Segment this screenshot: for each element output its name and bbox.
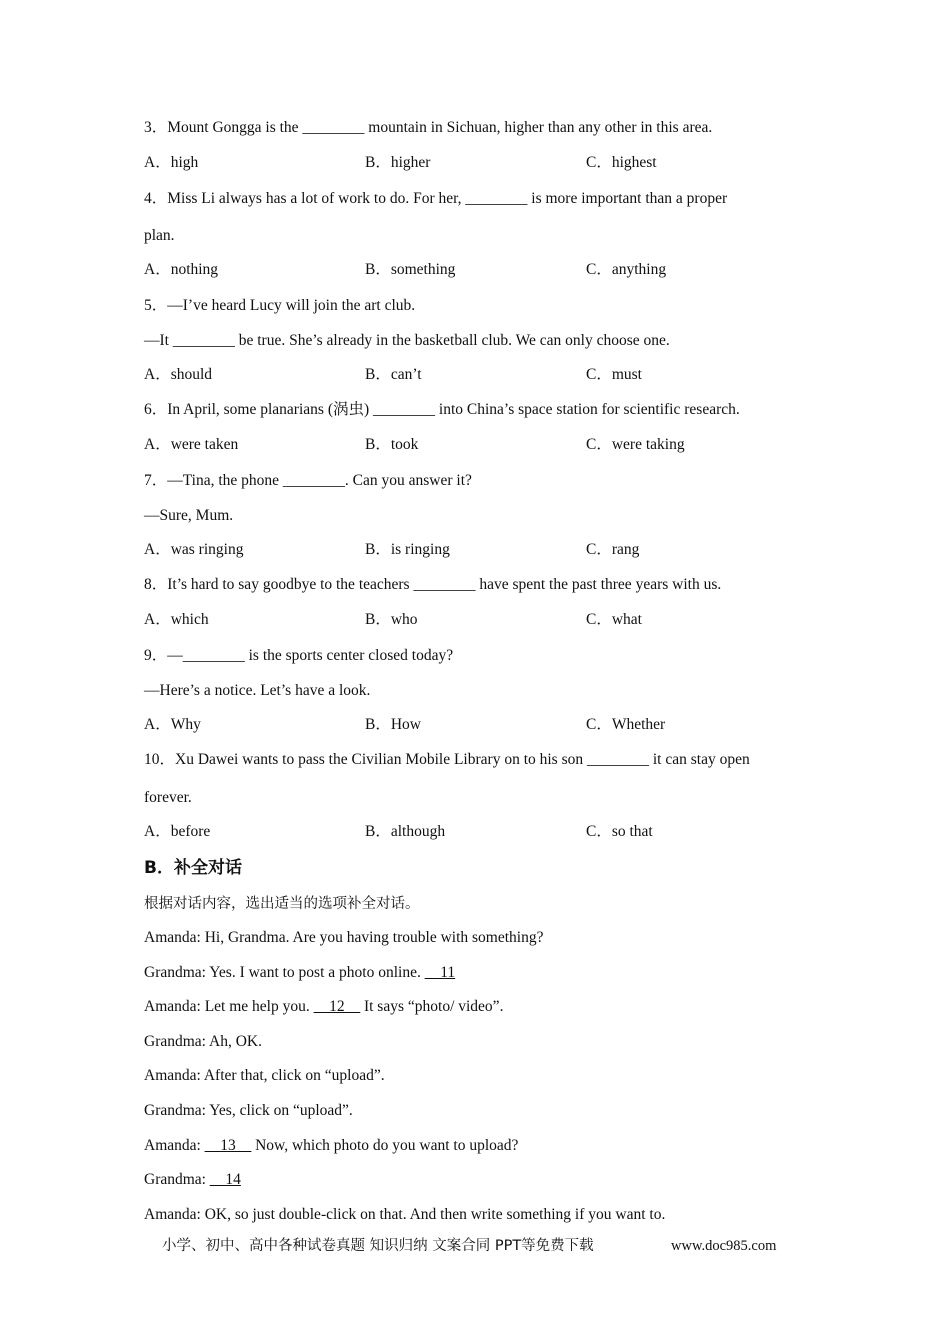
blank-14: __14	[209, 1171, 241, 1188]
question-7-option-a: A．was ringing	[144, 541, 244, 558]
question-4-stem-cont: plan.	[144, 227, 175, 244]
question-3-option-a: A．high	[144, 154, 199, 171]
question-6-stem: 6．In April, some planarians (涡虫) ________ into China’s space station for scientific research.	[144, 401, 740, 418]
dialogue-text: It says “photo/ video”.	[360, 998, 504, 1015]
dialogue-text: Amanda: Hi, Grandma. Are you having trouble with something?	[144, 929, 544, 946]
question-9-option-c: C．Whether	[586, 716, 666, 733]
question-8-option-a: A．which	[144, 611, 209, 628]
section-b-title: B．补全对话	[144, 858, 242, 878]
dialogue-line	[144, 1205, 665, 1225]
question-10-stem-cont: forever.	[144, 789, 192, 806]
question-4-option-c: C．anything	[586, 261, 667, 278]
dialogue-text: Grandma: Yes. I want to post a photo online.	[144, 964, 425, 981]
dialogue-line	[144, 1101, 353, 1121]
question-7-stem: 7．—Tina, the phone ________. Can you answer it?	[144, 472, 472, 489]
question-7-stem-cont: —Sure, Mum.	[144, 507, 234, 524]
blank-13: __13__	[204, 1137, 252, 1154]
dialogue-line	[144, 1032, 262, 1052]
question-3-stem: 3．Mount Gongga is the ________ mountain in Sichuan, higher than any other in this area.	[144, 119, 713, 136]
question-3-option-b: B．higher	[365, 154, 431, 171]
dialogue-text: Grandma:	[144, 1171, 210, 1188]
question-9-stem: 9．—________ is the sports center closed today?	[144, 647, 454, 664]
dialogue-text: Amanda: After that, click on “upload”.	[144, 1067, 385, 1084]
question-7-option-c: C．rang	[586, 541, 640, 558]
footer-url[interactable]: www.doc985.com	[671, 1238, 777, 1254]
dialogue-line	[144, 928, 543, 948]
question-7-option-b: B．is ringing	[365, 541, 450, 558]
question-3-option-c: C．highest	[586, 154, 657, 171]
question-10-option-b: B．although	[365, 823, 446, 840]
question-10-stem: 10．Xu Dawei wants to pass the Civilian Mobile Library on to his son ________ it can stay open	[144, 751, 750, 768]
dialogue-text: Amanda:	[144, 1137, 205, 1154]
dialogue-text: Grandma: Ah, OK.	[144, 1033, 262, 1050]
question-4-option-b: B．something	[365, 261, 456, 278]
dialogue-text: Amanda: OK, so just double-click on that. And then write something if you want to.	[144, 1206, 666, 1223]
question-5-option-c: C．must	[586, 366, 642, 383]
dialogue-line	[144, 1170, 241, 1190]
dialogue-line	[144, 997, 503, 1017]
dialogue-line	[144, 963, 455, 983]
question-4-option-a: A．nothing	[144, 261, 219, 278]
blank-11: __11	[424, 964, 456, 981]
dialogue-text: Amanda: Let me help you.	[144, 998, 314, 1015]
question-10-option-c: C．so that	[586, 823, 653, 840]
dialogue-text: Now, which photo do you want to upload?	[251, 1137, 519, 1154]
question-8-stem: 8．It’s hard to say goodbye to the teachers ________ have spent the past three years with us.	[144, 576, 722, 593]
blank-12: __12__	[313, 998, 361, 1015]
footer-text: 小学、初中、高中各种试卷真题 知识归纳 文案合同 PPT等免费下载	[162, 1238, 594, 1254]
question-4-stem: 4．Miss Li always has a lot of work to do. For her, ________ is more important than a proper	[144, 190, 728, 207]
dialogue-line	[144, 1066, 385, 1086]
question-5-option-b: B．can’t	[365, 366, 422, 383]
question-5-stem: 5．—I’ve heard Lucy will join the art club.	[144, 297, 416, 314]
question-6-option-b: B．took	[365, 436, 419, 453]
question-9-option-b: B．How	[365, 716, 421, 733]
question-6-option-a: A．were taken	[144, 436, 239, 453]
question-10-option-a: A．before	[144, 823, 211, 840]
question-6-option-c: C．were taking	[586, 436, 685, 453]
question-8-option-b: B．who	[365, 611, 418, 628]
question-8-option-c: C．what	[586, 611, 642, 628]
dialogue-text: Grandma: Yes, click on “upload”.	[144, 1102, 353, 1119]
dialogue-line	[144, 1136, 518, 1156]
question-9-option-a: A．Why	[144, 716, 201, 733]
question-5-option-a: A．should	[144, 366, 213, 383]
section-b-instruction: 根据对话内容，选出适当的选项补全对话。	[144, 896, 420, 912]
question-9-stem-cont: —Here’s a notice. Let’s have a look.	[144, 682, 371, 699]
question-5-stem-cont: —It ________ be true. She’s already in the basketball club. We can only choose one.	[144, 332, 670, 349]
